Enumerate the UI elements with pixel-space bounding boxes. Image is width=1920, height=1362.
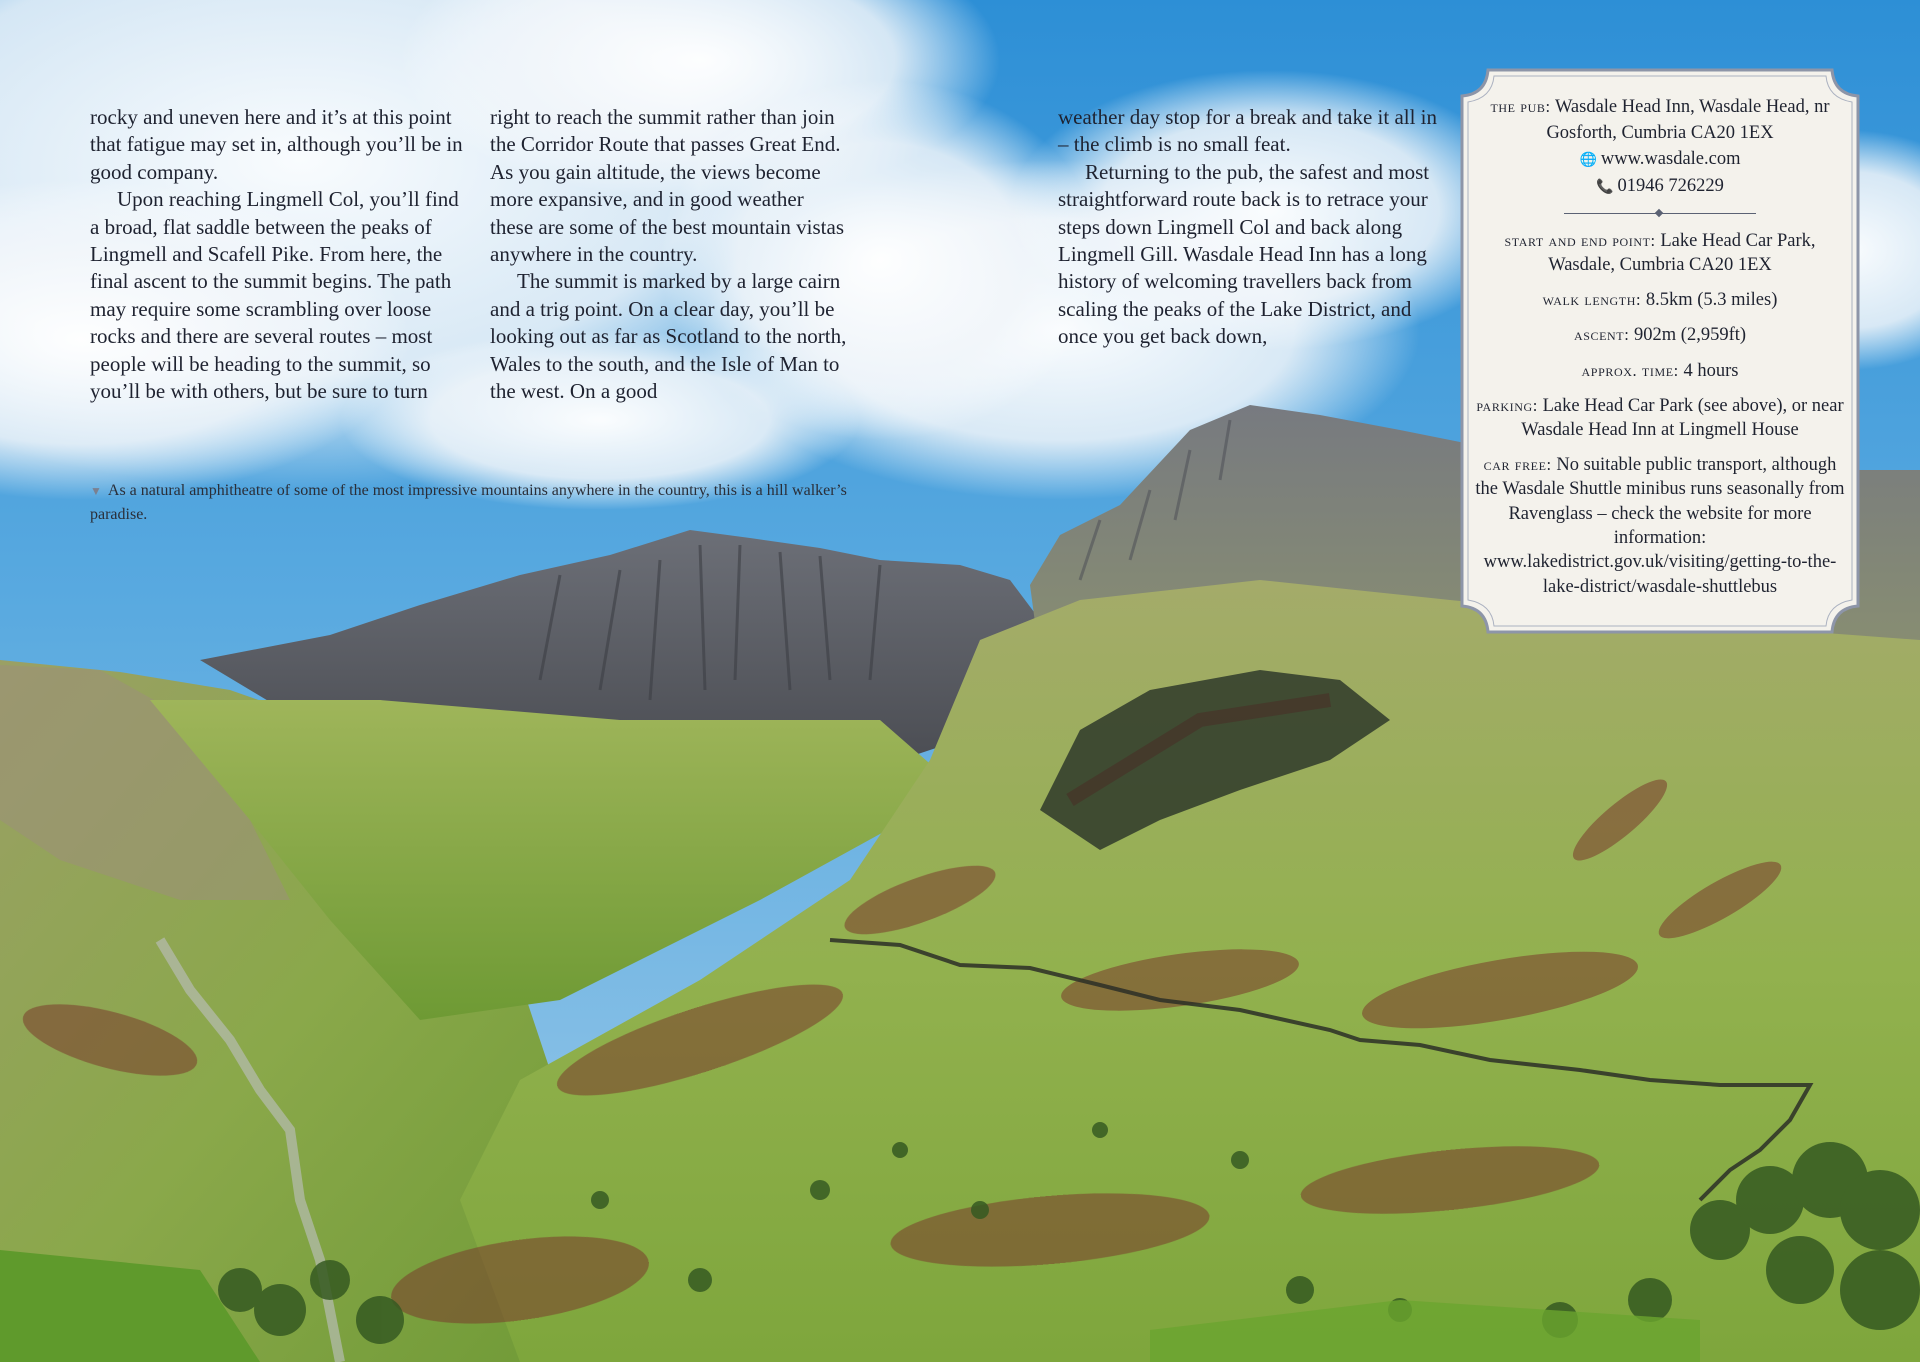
text-column-3 xyxy=(1058,104,1438,351)
column-1-paragraph-1: rocky and uneven here and it’s at this point that fatigue may set in, although you’ll be in good company. xyxy=(90,105,463,184)
parking-value: Lake Head Car Park (see above), or near Wasdale Head Inn at Lingmell House xyxy=(1521,395,1844,440)
photo-caption xyxy=(90,479,870,526)
pub-phone: 01946 726229 xyxy=(1617,176,1724,196)
phone-icon: 📞 xyxy=(1596,179,1614,195)
text-column-1 xyxy=(90,104,470,405)
pub-details xyxy=(1458,94,1862,200)
walk-length-value: 8.5km (5.3 miles) xyxy=(1645,290,1778,311)
photo-caption-text: As a natural amphitheatre of some of the most impressive mountains anywhere in the country, this is a hill walker’s paradise. xyxy=(90,482,847,523)
column-2-paragraph-2: The summit is marked by a large cairn and a trig point. On a clear day, you’ll be looking out as far as Scotland to the north, Wales to the south, and the Isle of Man to the west. On a good xyxy=(490,269,847,404)
pub-website[interactable]: www.wasdale.com xyxy=(1600,149,1741,169)
walk-details xyxy=(1472,229,1848,610)
triangle-down-icon: ▼ xyxy=(90,484,102,498)
column-3-paragraph-2: Returning to the pub, the safest and most straightforward route back is to retrace your steps down Lingmell Col and back along Lingmell Gill. Wasdale Head Inn has a long history of welcoming travellers back from scaling the peaks of the Lake District, and once you get back down, xyxy=(1058,159,1430,349)
start-label: start and end point: xyxy=(1504,231,1656,250)
column-2-paragraph-1: right to reach the summit rather than join the Corridor Route that passes Great End. As you gain altitude, the views become more expansive, and in good weather these are some of the best mountain vistas anywhere in the country. xyxy=(490,105,844,267)
globe-icon: 🌐 xyxy=(1579,152,1597,168)
text-column-2 xyxy=(490,104,850,405)
ascent-label: ascent: xyxy=(1573,325,1630,345)
pub-info-box xyxy=(1458,66,1862,636)
column-3-paragraph-1: weather day stop for a break and take it all in – the climb is no small feat. xyxy=(1058,105,1438,157)
walk-length-label: walk length: xyxy=(1542,290,1642,310)
time-label: approx. time: xyxy=(1581,360,1679,380)
column-1-paragraph-2: Upon reaching Lingmell Col, you’ll find a broad, flat saddle between the peaks of Lingmell and Scafell Pike. From here, the final ascent to the summit begins. The path may require some scrambling over loose rocks and there are several routes – most people will be heading to the summit, so you’ll be with others, but be sure to turn xyxy=(90,187,459,404)
parking-label: parking: xyxy=(1476,395,1538,415)
start-value: Lake Head Car Park, Wasdale, Cumbria CA20 1EX xyxy=(1548,231,1816,276)
time-value: 4 hours xyxy=(1683,360,1739,381)
ascent-value: 902m (2,959ft) xyxy=(1634,325,1747,346)
car-free-value: No suitable public transport, although the Wasdale Shuttle minibus runs seasonally from Ravenglass – check the website for more information: www.lakedistrict.gov.uk/visiting/getting-to-the-lake-district/wasdale-shuttlebus xyxy=(1475,455,1845,597)
pub-address: Wasdale Head Inn, Wasdale Head, nr Gosforth, Cumbria CA20 1EX xyxy=(1546,97,1830,143)
pub-label: the pub: xyxy=(1490,97,1551,116)
car-free-label: car free: xyxy=(1483,455,1552,475)
